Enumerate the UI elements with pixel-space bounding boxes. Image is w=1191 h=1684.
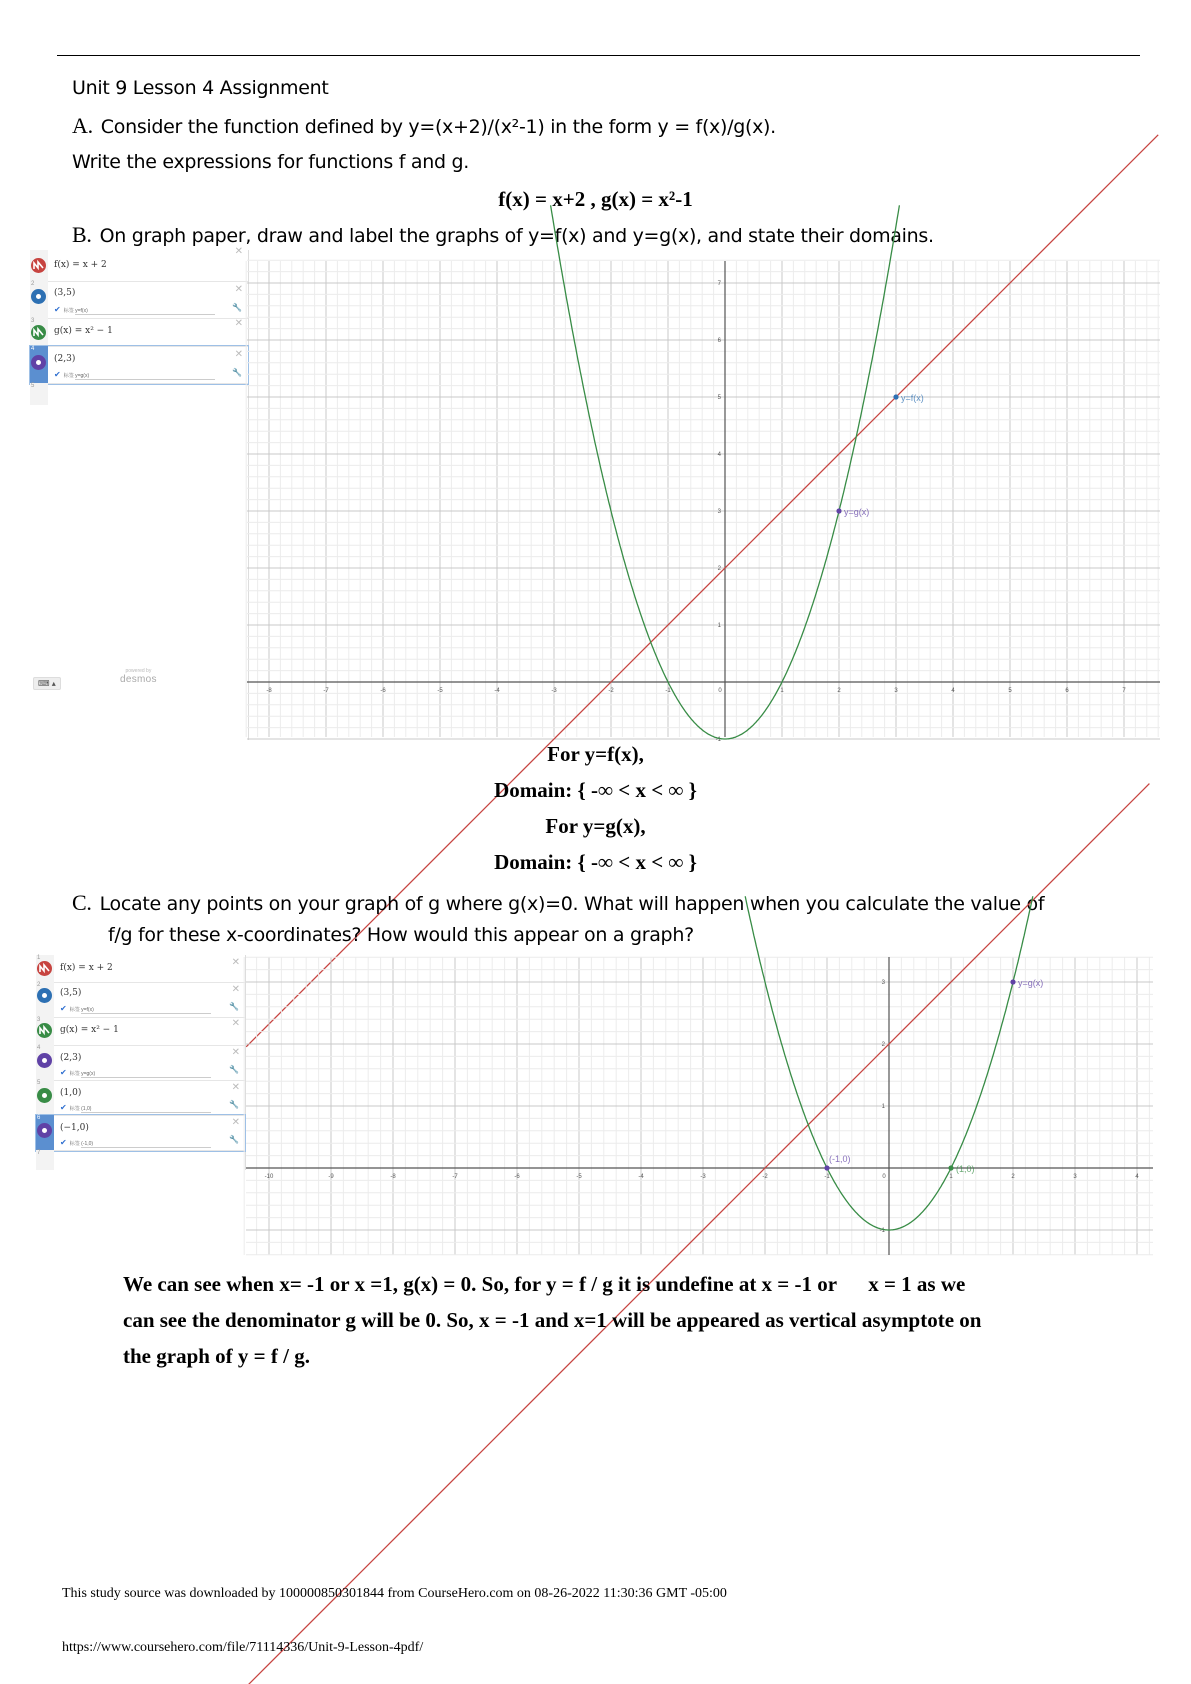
label-toggle[interactable]: ✔ 标签 y=g(x) bbox=[60, 1068, 211, 1078]
svg-text:(-1,0): (-1,0) bbox=[829, 1154, 851, 1164]
svg-text:-3: -3 bbox=[700, 1174, 706, 1180]
wrench-icon[interactable]: 🔧 bbox=[229, 1065, 239, 1074]
svg-text:3: 3 bbox=[894, 688, 898, 694]
delete-expression-icon[interactable]: ✕ bbox=[231, 1082, 240, 1093]
svg-text:-8: -8 bbox=[266, 688, 272, 694]
expression-row-f[interactable] bbox=[30, 246, 248, 282]
expression-row-point[interactable] bbox=[36, 982, 245, 1018]
svg-text:-6: -6 bbox=[380, 688, 386, 694]
wrench-icon[interactable]: 🔧 bbox=[232, 303, 242, 312]
part-c-question-line2: f/g for these x-coordinates? How would this appear on a graph? bbox=[108, 924, 694, 946]
delete-expression-icon[interactable]: ✕ bbox=[234, 246, 243, 257]
svg-text:7: 7 bbox=[717, 281, 721, 287]
part-c-question bbox=[72, 890, 1044, 916]
part-a-answer: f(x) = x+2 , g(x) = x²-1 bbox=[498, 187, 693, 211]
checkbox-icon[interactable]: ✔ bbox=[60, 1068, 67, 1077]
delete-expression-icon[interactable]: ✕ bbox=[234, 318, 243, 329]
svg-text:3: 3 bbox=[881, 980, 885, 986]
row-gutter: 4 bbox=[30, 346, 48, 383]
svg-text:3: 3 bbox=[717, 509, 721, 515]
expression-text[interactable]: g(x) = x² − 1 bbox=[54, 326, 113, 336]
answer-line: We can see when x= -1 or x =1, g(x) = 0. So, for y = f / g it is undefine at x = -1 or x = 1 as we bbox=[123, 1272, 966, 1296]
svg-text:2: 2 bbox=[1011, 1174, 1015, 1180]
svg-text:-8: -8 bbox=[390, 1174, 396, 1180]
svg-text:2: 2 bbox=[717, 566, 721, 572]
label-toggle[interactable]: ✔ 标签 (1,0) bbox=[60, 1103, 211, 1113]
domain-f-value: Domain: { -∞ < x < ∞ } bbox=[494, 778, 697, 802]
expression-row-point[interactable] bbox=[36, 1080, 245, 1116]
point-icon[interactable] bbox=[37, 988, 52, 1003]
checkbox-icon[interactable]: ✔ bbox=[60, 1004, 67, 1013]
delete-expression-icon[interactable]: ✕ bbox=[234, 349, 243, 360]
part-a-letter: A. bbox=[72, 113, 93, 138]
svg-text:5: 5 bbox=[717, 395, 721, 401]
svg-text:5: 5 bbox=[1008, 688, 1012, 694]
svg-text:-5: -5 bbox=[576, 1174, 582, 1180]
part-c-letter: C. bbox=[72, 890, 92, 915]
function-graph-icon[interactable] bbox=[37, 1023, 52, 1038]
svg-text:6: 6 bbox=[1065, 688, 1069, 694]
expression-row-empty[interactable] bbox=[30, 383, 248, 405]
delete-expression-icon[interactable]: ✕ bbox=[234, 284, 243, 295]
checkbox-icon[interactable]: ✔ bbox=[54, 370, 61, 379]
row-gutter: 3 bbox=[36, 1017, 54, 1045]
svg-text:-5: -5 bbox=[437, 688, 443, 694]
expression-row-point[interactable] bbox=[36, 1045, 245, 1081]
svg-text:-10: -10 bbox=[264, 1174, 274, 1180]
source-url[interactable]: https://www.coursehero.com/file/71114336/Unit-9-Lesson-4pdf/ bbox=[62, 1640, 424, 1655]
svg-text:y=g(x): y=g(x) bbox=[1018, 978, 1044, 988]
row-gutter: 2 bbox=[36, 982, 54, 1017]
point-icon[interactable] bbox=[37, 1123, 52, 1138]
label-toggle[interactable]: ✔ 标签 (-1,0) bbox=[60, 1138, 211, 1148]
svg-text:-1: -1 bbox=[879, 1228, 885, 1234]
expression-text[interactable]: f(x) = x + 2 bbox=[60, 963, 113, 973]
svg-text:-2: -2 bbox=[762, 1174, 768, 1180]
expression-row-g[interactable] bbox=[30, 318, 248, 347]
row-gutter: 5 bbox=[30, 383, 48, 405]
part-a-text: Consider the function defined by y=(x+2)/(x²-1) in the form y = f(x)/g(x). bbox=[100, 116, 776, 138]
point-icon[interactable] bbox=[37, 1053, 52, 1068]
svg-text:-7: -7 bbox=[452, 1174, 458, 1180]
expression-text[interactable]: (2,3) bbox=[60, 1053, 82, 1063]
part-c-answer bbox=[123, 1266, 1113, 1374]
wrench-icon[interactable]: 🔧 bbox=[232, 368, 242, 377]
svg-text:4: 4 bbox=[951, 688, 955, 694]
row-gutter: 3 bbox=[30, 318, 48, 346]
svg-text:4: 4 bbox=[717, 452, 721, 458]
svg-text:2: 2 bbox=[837, 688, 841, 694]
expression-row-empty[interactable] bbox=[36, 1150, 245, 1170]
expression-row-point[interactable] bbox=[30, 346, 248, 384]
desmos-expression-panel-2 bbox=[36, 955, 246, 1170]
svg-text:2: 2 bbox=[881, 1042, 885, 1048]
checkbox-icon[interactable]: ✔ bbox=[54, 305, 61, 314]
label-input[interactable]: y=g(x) bbox=[75, 373, 215, 380]
svg-text:1: 1 bbox=[881, 1104, 885, 1110]
svg-text:0: 0 bbox=[882, 1174, 886, 1180]
svg-text:3: 3 bbox=[1073, 1174, 1077, 1180]
domain-g-value: Domain: { -∞ < x < ∞ } bbox=[494, 850, 697, 874]
svg-text:-3: -3 bbox=[551, 688, 557, 694]
domain-f-heading: For y=f(x), bbox=[547, 742, 644, 766]
label-input[interactable]: y=f(x) bbox=[75, 308, 215, 315]
point-icon[interactable] bbox=[31, 289, 46, 304]
function-graph-icon[interactable] bbox=[37, 961, 52, 976]
svg-text:(1,0): (1,0) bbox=[956, 1164, 975, 1174]
svg-text:1: 1 bbox=[717, 623, 721, 629]
row-gutter: 7 bbox=[36, 1150, 54, 1170]
desmos-expression-panel-1 bbox=[30, 246, 249, 740]
part-a-question bbox=[72, 113, 776, 139]
svg-text:y=f(x): y=f(x) bbox=[901, 393, 924, 403]
label-input[interactable]: (-1,0) bbox=[81, 1141, 211, 1148]
delete-expression-icon[interactable]: ✕ bbox=[231, 1047, 240, 1058]
expression-row-f[interactable] bbox=[36, 955, 245, 983]
wrench-icon[interactable]: 🔧 bbox=[229, 1002, 239, 1011]
row-gutter: 4 bbox=[36, 1045, 54, 1080]
delete-expression-icon[interactable]: ✕ bbox=[231, 1018, 240, 1029]
expression-text[interactable]: (−1,0) bbox=[60, 1123, 89, 1133]
keyboard-toggle-button[interactable]: ⌨ ▴ bbox=[33, 673, 61, 691]
wrench-icon[interactable]: 🔧 bbox=[229, 1135, 239, 1144]
part-b-question bbox=[72, 222, 934, 248]
expression-text[interactable]: (2,3) bbox=[54, 354, 76, 364]
expression-text[interactable]: (3,5) bbox=[54, 288, 76, 298]
desmos-logo: powered by desmos bbox=[120, 668, 157, 685]
svg-text:-7: -7 bbox=[323, 688, 329, 694]
part-c-text: Locate any points on your graph of g where g(x)=0. What will happen when you calculate the value of bbox=[99, 893, 1045, 915]
svg-text:-4: -4 bbox=[638, 1174, 644, 1180]
svg-text:-1: -1 bbox=[665, 688, 671, 694]
svg-text:-4: -4 bbox=[494, 688, 500, 694]
svg-text:y=g(x): y=g(x) bbox=[844, 507, 870, 517]
svg-text:6: 6 bbox=[717, 338, 721, 344]
part-b-text: On graph paper, draw and label the graphs of y=f(x) and y=g(x), and state their domains. bbox=[99, 225, 934, 247]
svg-text:7: 7 bbox=[1122, 688, 1126, 694]
label-input[interactable]: y=g(x) bbox=[81, 1071, 211, 1078]
label-toggle[interactable]: ✔ 标签 y=f(x) bbox=[60, 1004, 211, 1014]
svg-text:0: 0 bbox=[718, 688, 722, 694]
checkbox-icon[interactable]: ✔ bbox=[60, 1103, 67, 1112]
row-gutter: 1 bbox=[36, 955, 54, 982]
checkbox-icon[interactable]: ✔ bbox=[60, 1138, 67, 1147]
svg-text:-2: -2 bbox=[608, 688, 614, 694]
svg-text:-9: -9 bbox=[328, 1174, 334, 1180]
delete-expression-icon[interactable]: ✕ bbox=[231, 957, 240, 968]
label-toggle[interactable]: ✔ 标签 y=f(x) bbox=[54, 305, 215, 315]
svg-text:1: 1 bbox=[780, 688, 784, 694]
expression-text[interactable]: f(x) = x + 2 bbox=[54, 260, 107, 270]
expression-row-point[interactable] bbox=[36, 1115, 245, 1151]
label-input[interactable]: (1,0) bbox=[81, 1106, 211, 1113]
point-icon[interactable] bbox=[37, 1088, 52, 1103]
function-graph-icon[interactable] bbox=[31, 258, 46, 273]
svg-text:1: 1 bbox=[949, 1174, 953, 1180]
function-graph-icon[interactable] bbox=[31, 325, 46, 340]
expression-text[interactable]: (3,5) bbox=[60, 988, 82, 998]
svg-text:-1: -1 bbox=[824, 1174, 830, 1180]
part-a-question-line2: Write the expressions for functions f and g. bbox=[72, 151, 469, 173]
domain-g-heading: For y=g(x), bbox=[545, 814, 646, 838]
download-notice: This study source was downloaded by 100000850301844 from CourseHero.com on 08-26-2022 11:30:36 GMT -05:00 bbox=[62, 1586, 727, 1601]
graph-canvas-2[interactable] bbox=[246, 957, 1153, 1255]
delete-expression-icon[interactable]: ✕ bbox=[231, 984, 240, 995]
label-input[interactable]: y=f(x) bbox=[81, 1007, 211, 1014]
row-gutter: 5 bbox=[36, 1080, 54, 1115]
expression-row-point[interactable] bbox=[30, 281, 248, 319]
graph-canvas-1[interactable] bbox=[247, 261, 1160, 743]
row-gutter: 6 bbox=[36, 1115, 54, 1150]
expression-text[interactable]: g(x) = x² − 1 bbox=[60, 1025, 119, 1035]
svg-text:-6: -6 bbox=[514, 1174, 520, 1180]
svg-text:4: 4 bbox=[1135, 1174, 1139, 1180]
point-icon[interactable] bbox=[31, 355, 46, 370]
wrench-icon[interactable]: 🔧 bbox=[229, 1100, 239, 1109]
expression-text[interactable]: (1,0) bbox=[60, 1088, 82, 1098]
part-b-letter: B. bbox=[72, 222, 92, 247]
svg-text:-1: -1 bbox=[715, 737, 721, 743]
expression-row-g[interactable] bbox=[36, 1017, 245, 1046]
assignment-title: Unit 9 Lesson 4 Assignment bbox=[72, 77, 329, 99]
label-toggle[interactable]: ✔ 标签 y=g(x) bbox=[54, 370, 215, 380]
delete-expression-icon[interactable]: ✕ bbox=[231, 1117, 240, 1128]
row-gutter: 2 bbox=[30, 281, 48, 318]
answer-line: can see the denominator g will be 0. So, x = -1 and x=1 will be appeared as vertical asymptote on bbox=[123, 1308, 982, 1332]
answer-line: the graph of y = f / g. bbox=[123, 1344, 310, 1368]
header-rule bbox=[57, 55, 1140, 56]
